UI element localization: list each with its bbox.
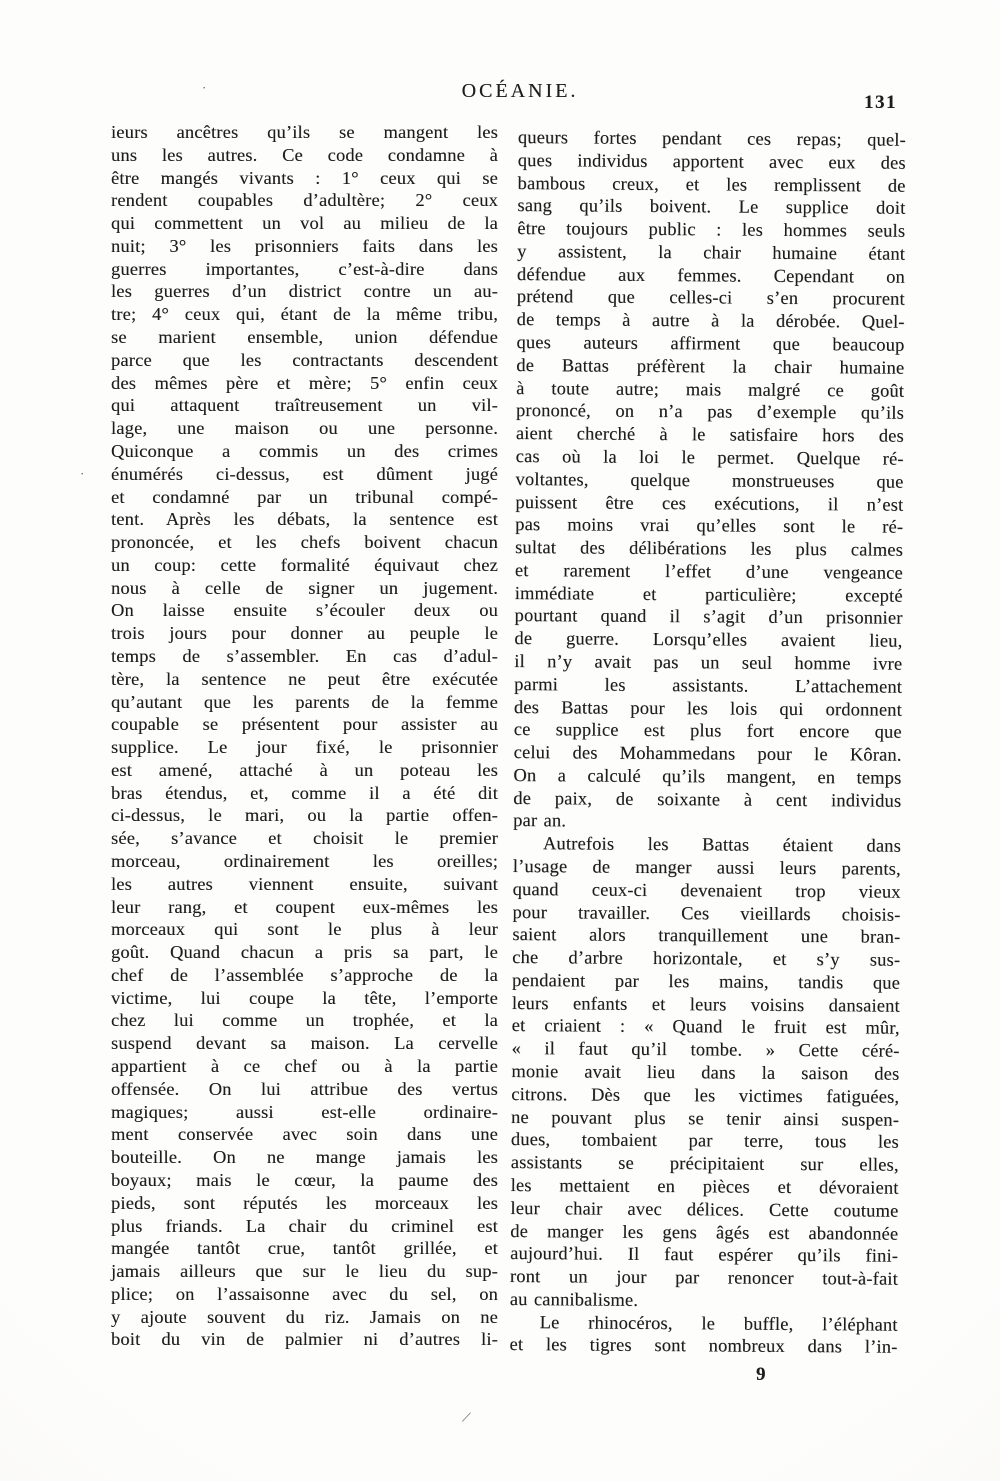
text-line: pour travailler. Ces vieillards choisis- xyxy=(512,901,901,925)
text-line: sée, s’avance et choisit le premier xyxy=(111,828,498,849)
text-line: temps de s’assembler. En cas d’adul- xyxy=(111,645,498,666)
text-line: offensée. On lui attribue des vertus xyxy=(111,1078,498,1099)
text-line: bouteille. On ne mange jamais les xyxy=(111,1147,498,1168)
text-line: qui attaquent traîtreusement un vil- xyxy=(111,395,498,416)
text-line: un coup: cette formalité équivaut chez xyxy=(111,554,498,575)
text-line: de temps à autre à la dérobée. Quel- xyxy=(516,309,905,332)
text-line: qui commettent un vol au milieu de la xyxy=(111,213,498,234)
text-line: à toute autre; mais malgré ce goût xyxy=(516,377,905,401)
text-line: et condamné par un tribunal compé- xyxy=(111,486,498,507)
text-line: parmi les assistants. L’attachement xyxy=(514,673,903,697)
text-line: Quiconque a commis un des crimes xyxy=(111,440,498,461)
text-line: par an. xyxy=(513,810,567,831)
text-line: immédiate et particulière; excepté xyxy=(514,582,903,606)
text-line: puissent être ces exécutions, il n’est xyxy=(515,491,904,515)
text-line: victime, lui coupe la tête, l’emporte xyxy=(111,987,498,1008)
running-title: OCÉANIE. xyxy=(461,80,579,102)
text-line: guerres importantes, c’est-à-dire dans xyxy=(111,258,498,279)
text-line: citrons. Dès que les victimes fatiguées, xyxy=(511,1083,900,1107)
text-line: parce que les contractants descendent xyxy=(111,349,498,370)
text-line: Le rhinocéros, le buffle, l’éléphant xyxy=(539,1311,898,1335)
text-line: sang qu’ils boivent. Le supplice doit xyxy=(517,195,906,219)
text-line: de paix, de soixante à cent individus xyxy=(513,787,902,811)
text-line: cas où la loi le permet. Quelque ré- xyxy=(515,445,904,469)
text-line: jamais ailleurs que sur le lieu du sup- xyxy=(111,1261,498,1282)
text-line: uns les autres. Ce code condamne à xyxy=(111,144,498,165)
text-line: énumérés ci-dessus, est dûment jugé xyxy=(111,463,498,484)
text-line: mangée tantôt crue, tantôt grillée, et xyxy=(111,1238,498,1259)
text-line: et rarement l’effet d’une vengeance xyxy=(514,559,903,583)
text-line: ce supplice est plus fort encore que xyxy=(513,719,902,743)
text-line: plus friands. La chair du criminel est xyxy=(111,1215,498,1236)
text-line: goût. Quand chacun a pris sa part, le xyxy=(111,942,498,963)
text-line: bambous creux, et les remplissent de xyxy=(517,172,906,196)
text-line: queurs fortes pendant ces repas; quel- xyxy=(517,126,906,150)
text-line: suspend devant sa maison. La cervelle xyxy=(111,1033,498,1054)
text-line: chez lui comme un trophée, et la xyxy=(111,1010,498,1031)
text-line: ci-dessus, le mari, ou la partie offen- xyxy=(111,805,498,826)
text-line: quand ceux-ci devenaient trop vieux xyxy=(512,878,901,902)
text-line: pieds, sont réputés les morceaux les xyxy=(111,1192,498,1213)
text-line: des mêmes père et mère; 5° enfin ceux xyxy=(111,372,498,393)
right-column xyxy=(509,126,906,1359)
scan-artifact-slash: ⁄ xyxy=(463,1409,469,1427)
text-line: et criaient : « Quand le fruit est mûr, xyxy=(511,1015,900,1039)
text-line: pourtant quand il s’agit d’un prisonnier xyxy=(514,605,903,629)
text-line: On a calculé qu’ils mangent, en temps xyxy=(513,764,902,788)
scan-artifact-tick: · xyxy=(80,466,85,481)
text-line: est amené, attaché à un poteau les xyxy=(111,759,498,780)
text-line: les guerres d’un district contre un au- xyxy=(111,281,498,302)
text-line: nuit; 3° les prisonniers faits dans les xyxy=(111,235,498,256)
text-line: au cannibalisme. xyxy=(509,1288,639,1310)
text-line: voltantes, quelque monstrueuses que xyxy=(515,468,904,492)
signature-mark: 9 xyxy=(756,1364,766,1385)
text-line: nous à celle de signer un jugement. xyxy=(111,577,498,598)
text-line: aient cherché à le satisfaire hors des xyxy=(515,423,904,446)
text-line: leur rang, et coupent eux-mêmes les xyxy=(111,896,498,917)
text-line: prétend que celles-ci s’en procurent xyxy=(516,286,905,310)
text-line: les autres viennent ensuite, suivant xyxy=(111,873,498,894)
left-column xyxy=(111,121,498,1351)
text-line: qu’autant que les parents de la femme xyxy=(111,691,498,712)
text-line: ques individus apportent avec eux des xyxy=(517,149,906,173)
text-line: des Battas pour les lois qui ordonnent xyxy=(513,696,903,720)
text-line: assistants se précipitaient sur elles, xyxy=(510,1152,899,1175)
text-line: pas moins vrai qu’elles sont le ré- xyxy=(515,514,904,537)
text-line: de guerre. Lorsqu’elles avaient lieu, xyxy=(514,628,903,651)
text-line: aujourd’hui. Il faut espérer qu’ils fini- xyxy=(510,1243,899,1266)
text-line: monie avait lieu dans la saison des xyxy=(511,1061,900,1084)
text-line: ment conservée avec soin dans une xyxy=(111,1124,498,1145)
text-line: ieurs ancêtres qu’ils se mangent les xyxy=(111,122,498,142)
text-line: morceau, ordinairement les oreilles; xyxy=(111,851,498,871)
text-line: ront un jour par renoncer tout-à-fait xyxy=(509,1266,899,1289)
text-line: plice; on l’assaisonne avec du sel, on xyxy=(111,1283,498,1304)
text-line: et les tigres sont nombreux dans l’in- xyxy=(509,1334,898,1358)
text-line: y assistent, la chair humaine étant xyxy=(517,240,906,264)
text-line: se marient ensemble, union défendue xyxy=(111,327,498,348)
text-line: lage, une maison ou une personne. xyxy=(111,418,498,439)
text-line: rendent coupables d’adultère; 2° ceux xyxy=(111,190,498,211)
text-line: che d’arbre horizontale, et s’y sus- xyxy=(512,947,901,970)
text-line: On laisse ensuite s’écouler deux ou xyxy=(111,600,498,621)
text-line: l’usage de manger aussi leurs parents, xyxy=(512,855,901,879)
text-line: y ajoute souvent du riz. Jamais on ne xyxy=(111,1306,498,1327)
text-line: leurs enfants et leurs voisins dansaient xyxy=(511,992,900,1016)
text-line: « il faut qu’il tombe. » Cette céré- xyxy=(511,1038,900,1061)
text-line: être mangés vivants : 1° ceux qui se xyxy=(111,167,498,188)
text-line: ne pouvant plus se tenir ainsi suspen- xyxy=(511,1106,900,1130)
text-line: boit du vin de palmier ni d’autres li- xyxy=(111,1329,498,1350)
text-line: tère, la sentence ne peut être exécutée xyxy=(111,668,498,689)
text-line: magiques; aussi est-elle ordinaire- xyxy=(111,1101,498,1122)
text-line: trois jours pour donner au peuple le xyxy=(111,623,498,644)
text-line: de Battas préfèrent la chair humaine xyxy=(516,354,905,378)
text-line: leur chair avec délices. Cette coutume xyxy=(510,1197,899,1221)
text-line: tent. Après les débats, la sentence est xyxy=(111,509,498,530)
text-line: chef de l’assemblée s’approche de la xyxy=(111,964,498,985)
text-line: prononcée, et les chefs boivent chacun xyxy=(111,532,498,553)
text-line: supplice. Le jour fixé, le prisonnier xyxy=(111,737,498,758)
text-line: appartient à ce chef ou à la partie xyxy=(111,1056,498,1077)
scan-artifact-dot: · xyxy=(202,80,207,95)
text-line: être toujours public : les hommes seuls xyxy=(517,218,906,241)
text-line: les mettaient en pièces et dévoraient xyxy=(510,1174,899,1198)
text-line: boyaux; mais le cœur, la paume des xyxy=(111,1169,498,1190)
text-line: dues, tombaient par terre, tous les xyxy=(510,1129,899,1153)
text-line: morceaux qui sont le plus à leur xyxy=(111,919,498,940)
page-number: 131 xyxy=(864,92,897,113)
text-line: ques auteurs affirment que beaucoup xyxy=(516,332,905,355)
text-line: tre; 4° ceux qui, étant de la même tribu, xyxy=(111,304,498,325)
text-line: saient alors tranquillement une bran- xyxy=(512,924,901,948)
text-line: défendue aux femmes. Cependant on xyxy=(516,263,906,287)
text-line: coupable se présentent pour assister au xyxy=(111,714,498,735)
text-line: de manger les gens âgés est abandonnée xyxy=(510,1220,899,1244)
text-line: sultat des délibérations les plus calmes xyxy=(514,537,904,560)
text-line: Autrefois les Battas étaient dans xyxy=(542,833,902,856)
text-line: celui des Mohammedans pour le Kôran. xyxy=(513,742,902,765)
text-line: il n’y avait pas un seul homme ivre xyxy=(514,650,903,674)
text-line: prononcé, on n’a pas d’exemple qu’ils xyxy=(515,400,905,424)
text-line: pendaient par les mains, tandis que xyxy=(511,969,901,993)
text-line: bras étendus, et, comme il a été dit xyxy=(111,782,498,803)
